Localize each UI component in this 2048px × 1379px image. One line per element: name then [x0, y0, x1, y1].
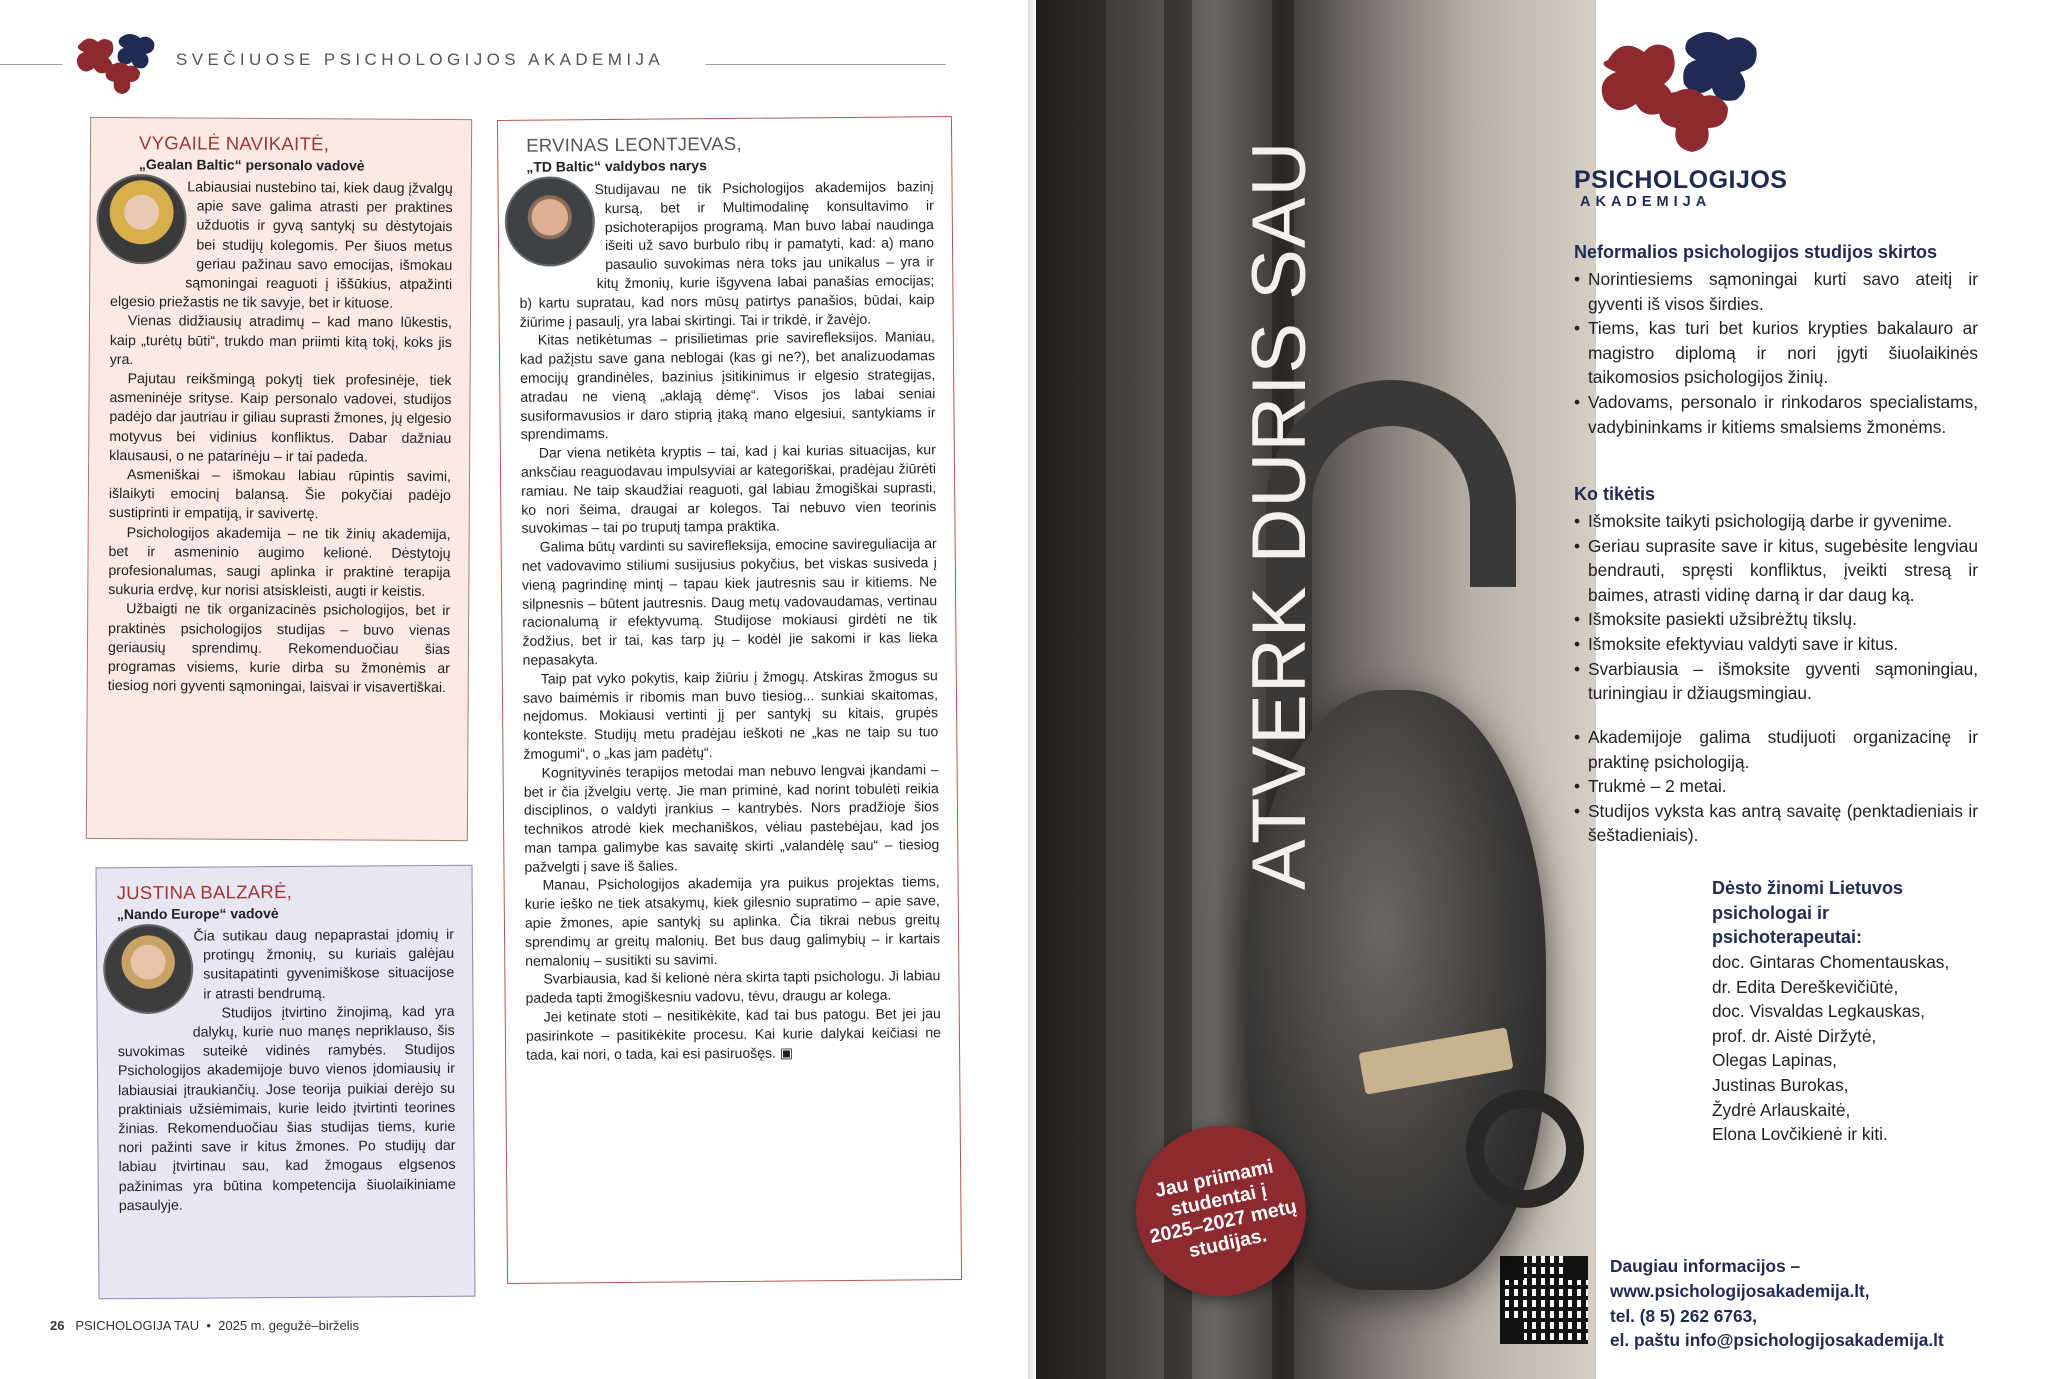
audience-section	[1574, 242, 1978, 439]
teacher-name: prof. dr. Aistė Diržytė,	[1712, 1025, 1877, 1046]
expectations-section	[1574, 484, 1978, 706]
footer-separator: •	[206, 1318, 211, 1333]
teacher-name: dr. Edita Dereškevičiūtė,	[1712, 976, 1899, 997]
person-name: JUSTINA BALZARĖ,	[116, 880, 293, 904]
contact-line: Daugiau informacijos –	[1610, 1256, 1801, 1276]
teachers-list	[1712, 950, 1949, 1147]
issue-date: 2025 m. gegužė–birželis	[218, 1318, 360, 1333]
teacher-name: doc. Visvaldas Legkauskas,	[1712, 1001, 1925, 1022]
phone-number[interactable]: tel. (8 5) 262 6763,	[1610, 1305, 1757, 1326]
program-info-section	[1574, 725, 1978, 848]
testimonial-text	[518, 177, 941, 1064]
contact-info	[1610, 1254, 1944, 1353]
person-role: „TD Baltic“ valdybos narys	[526, 157, 707, 175]
person-name: VYGAILĖ NAVIKAITĖ,	[138, 132, 330, 155]
testimonial-box-leontjevas	[497, 116, 962, 1284]
puzzle-logo	[1590, 26, 1770, 156]
testimonial-text	[117, 926, 456, 1216]
avatar-photo	[103, 924, 196, 1041]
paragraph: Čia sutikau daug nepaprastai įdomių ir protingų žmonių, su kuriais galėjau susitapatinti gyvenimiškose situacijose ir atrasti bendrumą.	[193, 926, 455, 1003]
paragraph: Manau, Psichologijos akademija yra puikus projektas tiems, kurie ieško ne tiek atsakymų, kiek gilesnio supratimo – apie save, apie žmones, apie santykį su aplinka. Čia tikrai nebus greitų sprendimų ar greitų malonių. Bet bus daug galimybių – ir kartais nemalonių – susitikti su savimi.	[524, 873, 941, 969]
magazine-name: PSICHOLOGIJA TAU	[75, 1318, 200, 1333]
bullet-list	[1574, 267, 1978, 439]
teachers-title: Dėsto žinomi Lietuvos psichologai ir psichoterapeutai:	[1712, 878, 1904, 948]
list-item: • Akademijoje galima studijuoti organizacinę ir praktinę psichologiją.	[1574, 725, 1978, 774]
paragraph: Galima būtų vardinti su savirefleksija, emocine savireguliacija ar net vadovavimo stiliumi susijusius pokyčius, bet viskas susiveda į vieną pagrindinę mintį – tapau kiek jautresnis sau ir kitiems. Ne silpnesnis – būtent jautresnis. Daug metų vadovaudamas, vertinau racionalumą ir efektyvumą. Studijose mokiausi girdėti ne tik žodžius, bet ir tai, kas tarp jų – kodėl jie sakomi ir kas lieka nepasakyta.	[521, 535, 938, 668]
testimonial-text	[108, 178, 453, 699]
website-link[interactable]: www.psichologijosakademija.lt,	[1610, 1280, 1870, 1301]
teacher-name: doc. Gintaras Chomentauskas,	[1712, 952, 1950, 972]
teacher-name: Justinas Burokas,	[1712, 1074, 1849, 1095]
paragraph: Psichologijos akademija – ne tik žinių akademija, bet ir asmeninio augimo kelionė. Dėstytojų profesionalumas, saugi aplinka ir praktinė terapija sukuria erdvę, kur norisi atsiskleisti, augti ir keistis.	[108, 524, 451, 601]
avatar-photo	[504, 176, 597, 293]
person-role: „Gealan Baltic“ personalo vadovė	[138, 156, 365, 174]
paragraph: Kognityvinės terapijos metodai man nebuvo lengvai įkandami – bet ir čia įžvelgiu vertę. Jie man priminė, kad norint tobulėti reikia disciplinos, o valdyti įrankius – kantrybės. Nors pradžioje šios technikos atrodė kiek mechaniškos, vėliau pastebėjau, kad jos man tampa galimybe kas savaitę skirti „valandėlę sau“ – tiesiog pažvelgti į save iš šalies.	[523, 760, 940, 875]
puzzle-logo-small	[70, 30, 162, 98]
person-role: „Nando Europe“ vadovė	[116, 905, 279, 923]
paragraph: Kitas netikėtumas – prisilietimas prie savirefleksijos. Maniau, kad pažįstu save gana neblogai (kas gi ne?), bet analizuodamas emocijų grandinėles, bazinius įsitikinimus ir elgesio strategijas, atradau ne vieną „aklają dėmę“. Visos jos labai seniai susiformavusios ir daro stiprią įtaką mano elgesiui, santykiams ir sprendimams.	[519, 328, 936, 443]
paragraph: Studijavau ne tik Psichologijos akademijos bazinį kursą, bet ir Multimodalinę konsultavimo ir psichoterapijos programą. Man buvo labai naudinga išeiti už savo burbulo ribų ir pamatyti, kad: a) mano pasaulio suvokimas nėra toks jau unikalus – yra ir kitų žmonių, kurie išgyvena labai panašias emocijas; b) kartu supratau, kad nors mūsų patirtys panašios, būdai, kaip žiūrime į pasaulį, yra labai skirtingi. Tai ir trikdė, ir žavėjo.	[519, 178, 935, 330]
header-rule-left	[0, 64, 62, 65]
list-item: • Geriau suprasite save ir kitus, sugebėsite lengviau bendrauti, spręsti konfliktus, įveikti stresą ir baimes, atrasti vidinę darną ir dar daug ką.	[1574, 534, 1978, 608]
logo-wordmark: PSICHOLOGIJOS	[1574, 166, 1788, 194]
list-item: • Išmoksite pasiekti užsibrėžtų tikslų.	[1574, 607, 1978, 632]
list-item: • Išmoksite taikyti psichologiją darbe ir gyvenime.	[1574, 509, 1978, 534]
page-gutter	[1028, 0, 1036, 1379]
badge-text: Jau priimami studentai į 2025–2027 metų studijas.	[1147, 1155, 1299, 1263]
ad-headline	[1156, 50, 1322, 890]
testimonial-box-navikaite	[86, 117, 472, 841]
header-rule-right	[706, 64, 946, 65]
paragraph: Studijos įtvirtino žinojimą, kad yra dalykų, kurie nuo manęs nepriklauso, šis suvokimas suteikė vidinės ramybės. Studijos Psichologijos akademijoje buvo vienos įdomiausių ir labiausiai įtraukiančių. Jose teorija puikiai derėjo su praktiniais užsiėmimais, kurie leido įtvirtinti teorines žinias. Rekomenduočiau šias studijas tiems, kurie nori pažinti save ir kitus žmones. Po studijų dar labiau įtvirtinau sau, kad žmogaus elgsenos pažinimas yra būtina kompetencija šiuolaikiniame pasaulyje.	[117, 1003, 456, 1215]
bullet-list	[1574, 725, 1978, 848]
paragraph: Taip pat vyko pokytis, kaip žiūriu į žmogų. Atskiras žmogus su savo baimėmis ir ribomis man buvo tiesiog... sunkiai skaitomas, neįdomus. Mokiausi vertinti jį per santykį su kitais, grupės kontekste. Studijų metu pradėjau ieškoti ne „kas ne taip su tuo žmogumi“, o „kas jam padėtų“.	[522, 666, 939, 762]
teacher-name: Elona Lovčikienė ir kiti.	[1712, 1124, 1888, 1145]
headline-text: ATVERK DURIS SAU	[1237, 140, 1322, 890]
page-footer	[50, 1318, 359, 1333]
page-number: 26	[50, 1318, 65, 1333]
testimonial-box-balzare	[95, 865, 475, 1300]
paragraph: Dar viena netikėta kryptis – tai, kad į kai kurias situacijas, kur anksčiau reaguodavau impulsyviai ar kategoriškai, pradėjau žiūrėti ramiau. Ne taip skaudžiai reaguoti, gal labiau žmogiškai suprasti, ko nori šeima, draugai ar kolegos. Tai nebuvo vien teorinis suvokimas – tai po truputį tampa praktika.	[520, 441, 937, 537]
bullet-list	[1574, 509, 1978, 706]
paragraph: Svarbiausia, kad ši kelionė nėra skirta tapti psichologu. Ji labiau padeda tapti žmogiškesniu vadovu, tėvu, draugu ar kolega.	[525, 967, 941, 1007]
paragraph: Pajutau reikšmingą pokytį tiek profesinėje, tiek asmeninėje srityse. Kaip personalo vadovei, studijos padėjo dar jautriau ir giliau suprasti žmones, jų elgesio motyvus bei vidinius konfliktus. Dabar dažniau klausausi, o ne patarinėju – ir tai padeda.	[109, 371, 452, 466]
paragraph: Užbaigti ne tik organizacinės psichologijos, bet ir praktinės psichologijos studijas – buvo vienas geriausių sprendimų. Rekomenduočiau šias programas visiems, kurie dirba su žmonėmis ar tiesiog nori gyventi sąmoningai, laisvai ir visavertiškai.	[107, 601, 451, 697]
email-link[interactable]: el. paštu info@psichologijosakademija.lt	[1610, 1330, 1944, 1351]
list-item: • Norintiesiems sąmoningai kurti savo ateitį ir gyventi iš visos širdies.	[1574, 267, 1978, 316]
qr-code[interactable]	[1500, 1256, 1588, 1344]
list-item: • Išmoksite efektyviau valdyti save ir kitus.	[1574, 632, 1978, 657]
key-ring	[1466, 1090, 1584, 1208]
teacher-name: Olegas Lapinas,	[1712, 1050, 1837, 1071]
section-header-title: SVEČIUOSE PSICHOLOGIJOS AKADEMIJA	[176, 50, 665, 69]
paragraph: Jei ketinate stoti – nesitikėkite, kad tai bus patogu. Bet jei jau pasirinkote – pasitikėkite procesu. Kai kurie dalykai keičiasi ne tada, kai nori, o tada, kai esi pasiruošęs. ▣	[525, 1005, 941, 1063]
logo-subtitle: AKADEMIJA	[1580, 194, 1712, 210]
list-item: • Trukmė – 2 metai.	[1574, 774, 1978, 799]
section-title: Ko tikėtis	[1574, 484, 1656, 504]
list-item: • Studijos vyksta kas antrą savaitę (penktadieniais ir šeštadieniais).	[1574, 799, 1978, 848]
list-item: • Svarbiausia – išmoksite gyventi sąmoningiau, turiningiau ir džiaugsmingiau.	[1574, 657, 1978, 706]
section-title: Neformalios psichologijos studijos skirtos	[1574, 242, 1938, 262]
paragraph: Asmeniškai – išmokau labiau rūpintis savimi, išlaikyti emocinį balansą. Šie pokyčiai padėjo sustiprinti ir empatiją, ir savivertę.	[108, 467, 452, 523]
person-name: ERVINAS LEONTJEVAS,	[526, 132, 743, 156]
list-item: • Tiems, kas turi bet kurios krypties bakalauro ar magistro diplomą ir nori įgyti šiuolaikinės taikomosios psichologijos žinių.	[1574, 316, 1978, 390]
avatar-photo	[96, 174, 189, 291]
paragraph: Vienas didžiausių atradimų – kad mano lūkestis, kaip „turėtų būti“, trukdo man priimti kitą tokį, koks jis yra.	[109, 313, 453, 368]
list-item: • Vadovams, personalo ir rinkodaros specialistams, vadybininkams ir kitiems smalsiems žmonėms.	[1574, 390, 1978, 439]
teacher-name: Žydrė Arlauskaitė,	[1712, 1099, 1851, 1120]
paragraph: Labiausiai nustebino tai, kiek daug įžvalgų apie save galima atrasti per praktines užduotis ir gyvą santykį su dėstytojais bei studijų kolegomis. Per šiuos metus geriau pažinau savo emocijas, išmokau sąmoningai reaguoti į iššūkius, atpažinti elgesio priežastis ne tik savyje, bet ir kituose.	[110, 179, 453, 312]
